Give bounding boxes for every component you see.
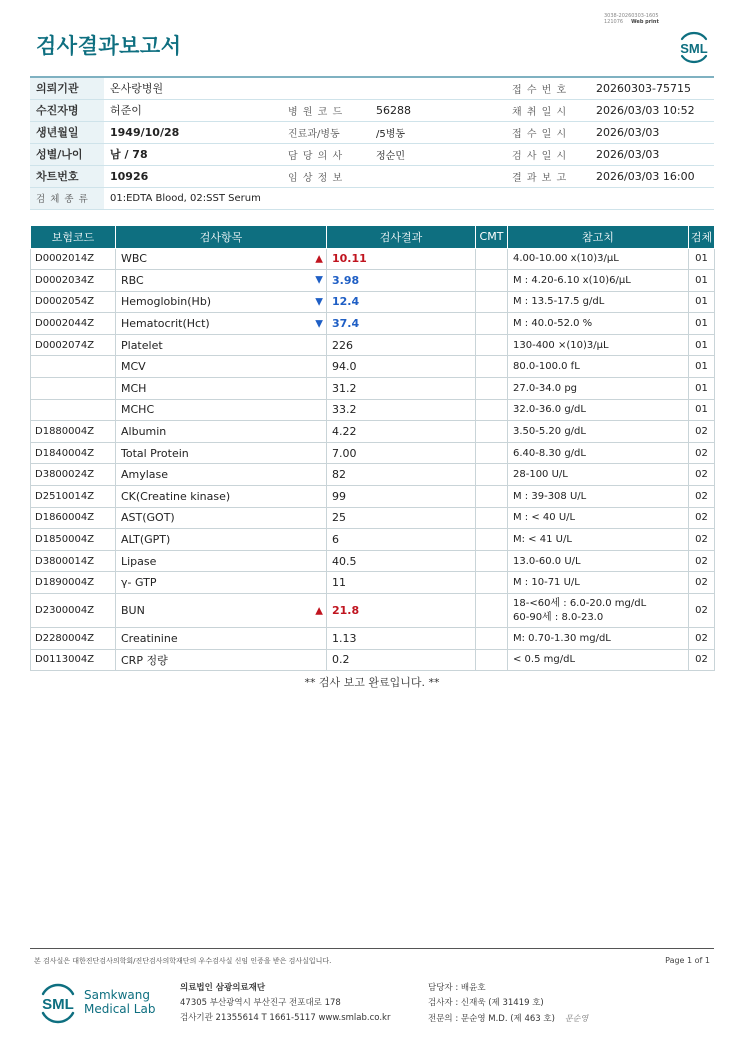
report-datetime-label: 결 과 보 고 <box>506 165 590 187</box>
result-value-cell: 6 <box>327 529 476 551</box>
result-value-cell: 33.2 <box>327 399 476 421</box>
info-empty <box>370 77 506 99</box>
cmt-cell <box>476 628 508 650</box>
result-value-cell: 10.11 <box>327 248 476 270</box>
result-value-cell: 0.2 <box>327 649 476 671</box>
test-name: Amylase <box>121 468 169 482</box>
insurance-code-cell: D2300004Z <box>31 594 116 628</box>
table-row <box>31 399 715 421</box>
result-value-cell: 99 <box>327 486 476 508</box>
col-header-result: 검사결과 <box>327 226 476 248</box>
reference-range-cell <box>508 313 689 335</box>
cmt-cell <box>476 291 508 313</box>
cmt-cell <box>476 529 508 551</box>
specimen-cell: 01 <box>689 313 715 335</box>
chart-number-label: 차트번호 <box>30 165 104 187</box>
reference-range-cell <box>508 594 689 628</box>
sex-age-label: 성별/나이 <box>30 143 104 165</box>
test-name-cell <box>116 507 327 529</box>
col-header-specimen: 검체 <box>689 226 715 248</box>
department-ward-value: /5병동 <box>370 121 506 143</box>
insurance-code-cell <box>31 356 116 378</box>
cmt-cell <box>476 464 508 486</box>
test-name-cell <box>116 334 327 356</box>
test-name: Total Protein <box>121 446 189 460</box>
low-flag-icon: ▼ <box>315 296 323 308</box>
test-name-cell <box>116 421 327 443</box>
table-row <box>31 529 715 551</box>
reference-range-cell <box>508 529 689 551</box>
specimen-cell: 02 <box>689 594 715 628</box>
result-value-cell: 37.4 <box>327 313 476 335</box>
result-value-cell: 12.4 <box>327 291 476 313</box>
reference-range-cell <box>508 628 689 650</box>
info-row <box>30 77 714 99</box>
insurance-code-cell: D3800024Z <box>31 464 116 486</box>
test-name-cell <box>116 572 327 594</box>
table-row <box>31 421 715 443</box>
result-value-cell: 82 <box>327 464 476 486</box>
table-row <box>31 649 715 671</box>
accession-number-label: 접 수 번 호 <box>506 77 590 99</box>
insurance-code-cell: D0002044Z <box>31 313 116 335</box>
insurance-code-cell: D2510014Z <box>31 486 116 508</box>
clinical-info-label: 임 상 정 보 <box>282 165 370 187</box>
specimen-type-value: 01:EDTA Blood, 02:SST Serum <box>104 187 714 209</box>
birthdate-value: 1949/10/28 <box>104 121 282 143</box>
chart-number-value: 10926 <box>104 165 282 187</box>
report-title: 검사결과보고서 <box>36 34 182 58</box>
results-table <box>30 226 715 671</box>
certification-note: 본 검사실은 대한진단검사의학회/진단검사의학재단의 우수검사실 신임 인증을 받은 검사실입니다. <box>34 957 332 965</box>
reference-range: M: < 41 U/L <box>513 534 572 546</box>
reference-range: 4.00-10.00 x(10)3/μL <box>513 253 619 265</box>
table-row <box>31 550 715 572</box>
patient-name-label: 수진자명 <box>30 99 104 121</box>
test-name: Hematocrit(Hct) <box>121 317 210 331</box>
test-name-cell <box>116 313 327 335</box>
test-name-cell <box>116 442 327 464</box>
specimen-cell: 01 <box>689 378 715 400</box>
sex-age-value: 남 / 78 <box>104 143 282 165</box>
reference-range: 13.0-60.0 U/L <box>513 555 581 567</box>
specimen-cell: 02 <box>689 649 715 671</box>
specimen-cell: 01 <box>689 334 715 356</box>
organization-address: 47305 부산광역시 부산진구 전포대로 178 <box>180 998 341 1008</box>
info-row <box>30 99 714 121</box>
insurance-code-cell <box>31 378 116 400</box>
organization-contact: 검사기관 21355614 T 1661-5117 www.smlab.co.kr <box>180 1013 391 1023</box>
test-name-cell <box>116 628 327 650</box>
reference-range-cell <box>508 291 689 313</box>
reference-range: M : 4.20-6.10 x(10)6/μL <box>513 274 631 286</box>
insurance-code-cell: D1840004Z <box>31 442 116 464</box>
table-row <box>31 313 715 335</box>
table-row <box>31 248 715 270</box>
cmt-cell <box>476 550 508 572</box>
specimen-cell: 02 <box>689 442 715 464</box>
result-value-cell: 7.00 <box>327 442 476 464</box>
specimen-cell: 02 <box>689 529 715 551</box>
specimen-cell: 01 <box>689 291 715 313</box>
report-datetime-value: 2026/03/03 16:00 <box>590 165 714 187</box>
result-value-cell: 11 <box>327 572 476 594</box>
result-value-cell: 226 <box>327 334 476 356</box>
cmt-cell <box>476 334 508 356</box>
reference-range-line: 60-90세 : 8.0-23.0 <box>513 611 604 623</box>
insurance-code-cell: D0002034Z <box>31 270 116 292</box>
reference-range: M: 0.70-1.30 mg/dL <box>513 632 611 644</box>
birthdate-label: 생년월일 <box>30 121 104 143</box>
specimen-cell: 02 <box>689 421 715 443</box>
table-row <box>31 442 715 464</box>
brand-name <box>84 988 155 1016</box>
high-flag-icon: ▲ <box>315 253 323 265</box>
test-name-cell <box>116 594 327 628</box>
result-value-cell: 94.0 <box>327 356 476 378</box>
cmt-cell <box>476 649 508 671</box>
staff-specialist: 전문의 : 문순영 M.D. (제 463 호) <box>428 1014 555 1024</box>
reference-range: 32.0-36.0 g/dL <box>513 404 586 416</box>
test-name: ALT(GPT) <box>121 533 171 547</box>
requesting-institution-label: 의뢰기관 <box>30 77 104 99</box>
info-row <box>30 143 714 165</box>
result-value-cell: 31.2 <box>327 378 476 400</box>
cmt-cell <box>476 270 508 292</box>
table-row <box>31 507 715 529</box>
test-name: CRP 정량 <box>121 653 168 667</box>
reference-range: 130-400 ×(10)3/μL <box>513 339 609 351</box>
reference-range-cell <box>508 421 689 443</box>
test-name: γ- GTP <box>121 576 157 590</box>
cmt-cell <box>476 248 508 270</box>
insurance-code-cell: D3800014Z <box>31 550 116 572</box>
insurance-code-cell: D0002054Z <box>31 291 116 313</box>
staff-tester: 검사자 : 신재욱 (제 31419 호) <box>428 998 544 1008</box>
brand-line-2: Medical Lab <box>84 1002 156 1016</box>
organization-info <box>180 981 390 1026</box>
test-name: Platelet <box>121 338 163 352</box>
specimen-type-label: 검 체 종 류 <box>30 187 104 209</box>
table-row <box>31 270 715 292</box>
reference-range-cell <box>508 649 689 671</box>
table-row <box>31 334 715 356</box>
test-name-cell <box>116 378 327 400</box>
specimen-cell: 01 <box>689 356 715 378</box>
reference-range-cell <box>508 270 689 292</box>
test-name-cell <box>116 248 327 270</box>
reference-range-cell <box>508 486 689 508</box>
reference-range: 27.0-34.0 pg <box>513 382 578 394</box>
test-name: MCHC <box>121 403 155 417</box>
test-name: BUN <box>121 604 145 617</box>
sml-logo-text: SML <box>680 41 708 56</box>
print-code-line-2: 121076 <box>604 19 624 25</box>
low-flag-icon: ▼ <box>315 274 323 286</box>
specimen-cell: 02 <box>689 550 715 572</box>
result-value-cell: 4.22 <box>327 421 476 443</box>
reference-range: 3.50-5.20 g/dL <box>513 426 586 438</box>
reference-range: M : < 40 U/L <box>513 512 576 524</box>
test-name: WBC <box>121 252 147 266</box>
insurance-code-cell: D2280004Z <box>31 628 116 650</box>
insurance-code-cell: D1850004Z <box>31 529 116 551</box>
test-name: Hemoglobin(Hb) <box>121 295 212 309</box>
test-date-label: 검 사 일 시 <box>506 143 590 165</box>
staff-info <box>428 981 588 1027</box>
report-complete-notice: ** 검사 보고 완료입니다. ** <box>304 676 440 689</box>
test-name-cell <box>116 291 327 313</box>
specialist-signature: 문순영 <box>564 1014 589 1023</box>
specimen-cell: 01 <box>689 248 715 270</box>
col-header-test: 검사항목 <box>116 226 327 248</box>
insurance-code-cell: D1890004Z <box>31 572 116 594</box>
specimen-cell: 02 <box>689 628 715 650</box>
insurance-code-cell: D1860004Z <box>31 507 116 529</box>
test-name: Lipase <box>121 554 157 568</box>
receipt-date-value: 2026/03/03 <box>590 121 714 143</box>
attending-doctor-value: 정순민 <box>370 143 506 165</box>
test-name: AST(GOT) <box>121 511 175 525</box>
info-row <box>30 187 714 209</box>
test-name-cell <box>116 270 327 292</box>
result-value-cell: 40.5 <box>327 550 476 572</box>
cmt-cell <box>476 399 508 421</box>
collection-datetime-label: 채 취 일 시 <box>506 99 590 121</box>
table-row <box>31 378 715 400</box>
test-name-cell <box>116 464 327 486</box>
table-row <box>31 628 715 650</box>
high-flag-icon: ▲ <box>315 605 323 616</box>
specimen-cell: 01 <box>689 270 715 292</box>
print-code <box>604 13 659 25</box>
cmt-cell <box>476 486 508 508</box>
test-name: MCV <box>121 360 146 374</box>
cmt-cell <box>476 378 508 400</box>
requesting-institution-value: 온사랑병원 <box>104 77 282 99</box>
test-name-cell <box>116 486 327 508</box>
reference-range-cell <box>508 442 689 464</box>
reference-range-cell <box>508 507 689 529</box>
table-row <box>31 594 715 628</box>
patient-info-table <box>30 76 714 210</box>
hospital-code-label: 병 원 코 드 <box>282 99 370 121</box>
reference-range: M : 10-71 U/L <box>513 577 580 589</box>
reference-range: M : 40.0-52.0 % <box>513 318 593 330</box>
insurance-code-cell: D0002074Z <box>31 334 116 356</box>
insurance-code-cell <box>31 399 116 421</box>
cmt-cell <box>476 507 508 529</box>
col-header-reference: 참고치 <box>508 226 689 248</box>
table-row <box>31 356 715 378</box>
test-name: MCH <box>121 381 147 395</box>
reference-range-cell <box>508 399 689 421</box>
info-row <box>30 121 714 143</box>
reference-range-cell <box>508 464 689 486</box>
reference-range-cell <box>508 248 689 270</box>
specimen-cell: 02 <box>689 464 715 486</box>
accession-number-value: 20260303-75715 <box>590 77 714 99</box>
test-name-cell <box>116 356 327 378</box>
specimen-cell: 01 <box>689 399 715 421</box>
test-name-cell <box>116 399 327 421</box>
test-name-cell <box>116 550 327 572</box>
col-header-code: 보험코드 <box>31 226 116 248</box>
reference-range-cell <box>508 572 689 594</box>
department-ward-label: 진료과/병동 <box>282 121 370 143</box>
reference-range-cell <box>508 356 689 378</box>
footer-logo-text: SML <box>42 996 74 1013</box>
result-value-cell: 21.8 <box>327 594 476 628</box>
table-row <box>31 572 715 594</box>
specimen-cell: 02 <box>689 507 715 529</box>
col-header-cmt: CMT <box>476 226 508 248</box>
patient-name-value: 허준이 <box>104 99 282 121</box>
test-name: Albumin <box>121 425 167 439</box>
table-row <box>31 464 715 486</box>
reference-range-line: 18-<60세 : 6.0-20.0 mg/dL <box>513 597 647 609</box>
test-name-cell <box>116 649 327 671</box>
reference-range: < 0.5 mg/dL <box>513 654 576 666</box>
reference-range: M : 13.5-17.5 g/dL <box>513 296 605 308</box>
test-name: Creatinine <box>121 631 178 645</box>
cmt-cell <box>476 442 508 464</box>
web-print-label: Web print <box>631 19 659 25</box>
test-date-value: 2026/03/03 <box>590 143 714 165</box>
info-row <box>30 165 714 187</box>
specimen-cell: 02 <box>689 486 715 508</box>
cmt-cell <box>476 421 508 443</box>
staff-manager: 담당자 : 배윤호 <box>428 983 486 993</box>
result-value-cell: 1.13 <box>327 628 476 650</box>
reference-range-cell <box>508 550 689 572</box>
reference-range: M : 39-308 U/L <box>513 490 587 502</box>
brand-line-1: Samkwang <box>84 988 150 1002</box>
cmt-cell <box>476 356 508 378</box>
cmt-cell <box>476 313 508 335</box>
results-header-row <box>31 226 715 248</box>
hospital-code-value: 56288 <box>370 99 506 121</box>
cmt-cell <box>476 572 508 594</box>
result-value-cell: 3.98 <box>327 270 476 292</box>
table-row <box>31 486 715 508</box>
attending-doctor-label: 담 당 의 사 <box>282 143 370 165</box>
specimen-cell: 02 <box>689 572 715 594</box>
footer-divider <box>30 948 714 949</box>
print-code-line-1: 3038-20260303-1605 <box>604 13 659 19</box>
samkwang-logo-icon <box>36 980 80 1024</box>
test-name-cell <box>116 529 327 551</box>
cmt-cell <box>476 594 508 628</box>
reference-range-cell <box>508 334 689 356</box>
test-name: RBC <box>121 273 144 287</box>
reference-range: 80.0-100.0 fL <box>513 361 580 373</box>
clinical-info-value <box>370 165 506 187</box>
insurance-code-cell: D1880004Z <box>31 421 116 443</box>
low-flag-icon: ▼ <box>315 318 323 330</box>
reference-range: 6.40-8.30 g/dL <box>513 447 586 459</box>
table-row <box>31 291 715 313</box>
page-number: Page 1 of 1 <box>665 956 710 965</box>
insurance-code-cell: D0002014Z <box>31 248 116 270</box>
reference-range-cell <box>508 378 689 400</box>
result-value-cell: 25 <box>327 507 476 529</box>
info-empty <box>282 77 370 99</box>
sml-logo-icon <box>674 26 714 66</box>
organization-name: 의료법인 삼광의료재단 <box>180 983 266 993</box>
collection-datetime-value: 2026/03/03 10:52 <box>590 99 714 121</box>
receipt-date-label: 접 수 일 시 <box>506 121 590 143</box>
reference-range: 28-100 U/L <box>513 469 568 481</box>
insurance-code-cell: D0113004Z <box>31 649 116 671</box>
test-name: CK(Creatine kinase) <box>121 489 231 503</box>
